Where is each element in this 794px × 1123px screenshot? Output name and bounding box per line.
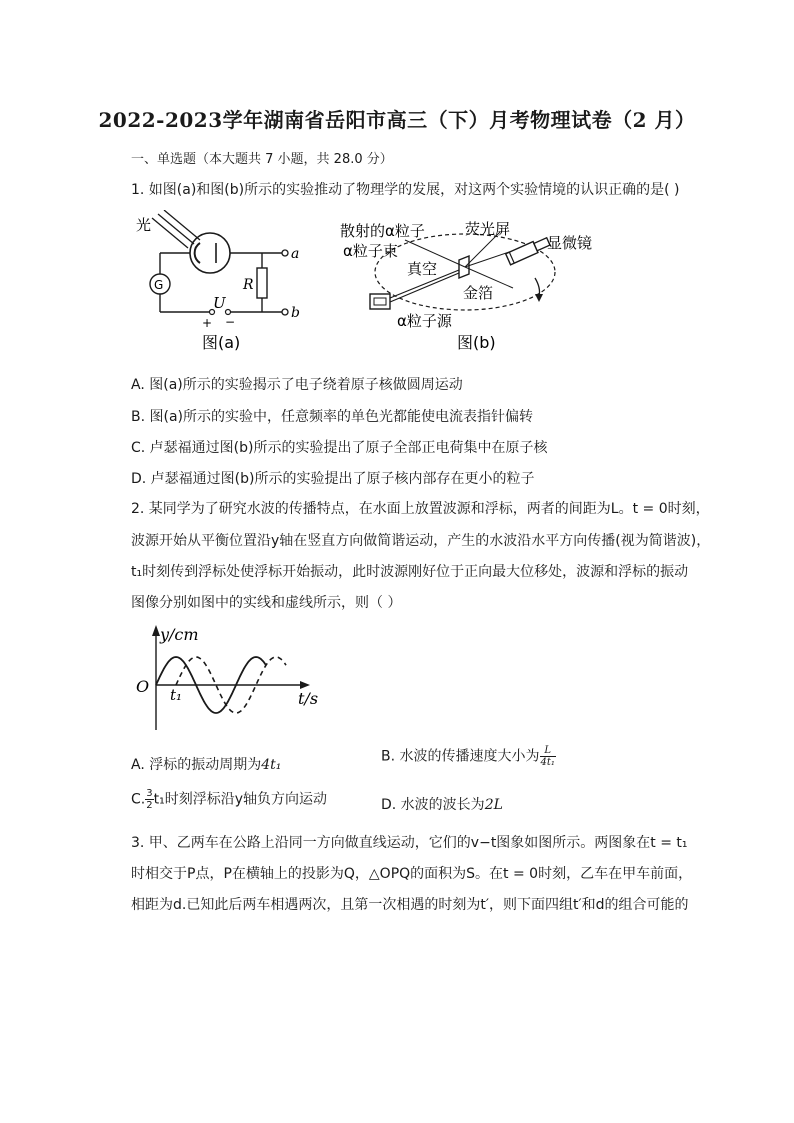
question-3-line-3: 相距为d.已知此后两车相遇两次，且第一次相遇的时刻为t′，则下面四组t′和d的组合可能的 (131, 897, 689, 913)
question-1-stem: 1. 如图(a)和图(b)所示的实验推动了物理学的发展，对这两个实验情境的认识正确的是( ) (131, 182, 680, 198)
question-2-line-1: 2. 某同学为了研究水波的传播特点，在水面上放置波源和浮标，两者的间距为L。t = 0时刻， (131, 501, 710, 517)
y-axis-label: y/cm (160, 625, 199, 644)
question-2-line-4: 图像分别如图中的实线和虚线所示，则（ ） (131, 595, 402, 611)
terminal-a: a (291, 246, 300, 262)
q2-option-d[interactable]: D. 水波的波长为2L (381, 797, 503, 813)
page-title: 2022-2023学年湖南省岳阳市高三（下）月考物理试卷（2 月） (98, 108, 696, 132)
q1-option-a[interactable]: A. 图(a)所示的实验揭示了电子绕着原子核做圆周运动 (131, 377, 463, 393)
question-2-line-3: t₁时刻传到浮标处使浮标开始振动，此时波源刚好位于正向最大位移处，波源和浮标的振动 (131, 564, 689, 580)
q1-option-c[interactable]: C. 卢瑟福通过图(b)所示的实验提出了原子全部正电荷集中在原子核 (131, 440, 548, 456)
terminal-b: b (291, 305, 300, 321)
minus-sign: − (225, 315, 236, 329)
origin-label: O (136, 677, 150, 696)
q2-option-a[interactable]: A. 浮标的振动周期为4t₁ (131, 757, 282, 773)
figure-a-photoelectric-circuit (130, 210, 310, 358)
q2-option-c[interactable]: C. $\frac{3}{2}$ t₁时刻浮标沿y轴负方向运动 (131, 788, 327, 811)
q1-option-b[interactable]: B. 图(a)所示的实验中，任意频率的单色光都能使电流表指针偏转 (131, 409, 534, 425)
label-scattered-alpha: 散射的α粒子 (340, 222, 425, 240)
label-gold-foil: 金箔 (463, 284, 494, 302)
label-light: 光 (136, 216, 152, 234)
x-axis-label: t/s (298, 689, 319, 708)
t1-label: t₁ (170, 686, 183, 704)
label-alpha-source: α粒子源 (397, 312, 452, 330)
q2-option-b[interactable]: B. 水波的传播速度大小为 $\frac{L}{\text{4t₁}}$ (381, 745, 555, 768)
figure-b-rutherford-scattering (335, 210, 605, 358)
label-alpha-beam: α粒子束 (343, 242, 398, 260)
label-microscope: 显微镜 (547, 234, 593, 252)
section-heading: 一、单选题（本大题共 7 小题，共 28.0 分） (131, 152, 393, 167)
label-vacuum: 真空 (407, 260, 438, 278)
plus-sign: + (202, 316, 213, 330)
question-3-line-1: 3. 甲、乙两车在公路上沿同一方向做直线运动，它们的v−t图象如图所示。两图象在t = t₁ (131, 835, 688, 851)
voltage-label: U (213, 294, 226, 312)
question-2-line-2: 波源开始从平衡位置沿y轴在竖直方向做简谐运动，产生的水波沿水平方向传播(视为简谐波)， (131, 533, 711, 549)
resistor-label: R (243, 277, 254, 293)
question-3-line-2: 时相交于P点，P在横轴上的投影为Q，△OPQ的面积为S。在t = 0时刻，乙车在甲车前面， (131, 866, 693, 882)
galvanometer-label: G (154, 278, 164, 292)
q1-option-d[interactable]: D. 卢瑟福通过图(b)所示的实验提出了原子核内部存在更小的粒子 (131, 471, 535, 487)
figure-vibration-graph (130, 620, 330, 735)
figure-b-caption: 图(b) (457, 333, 496, 352)
label-screen: 荧光屏 (465, 220, 511, 238)
figure-a-caption: 图(a) (202, 333, 241, 352)
